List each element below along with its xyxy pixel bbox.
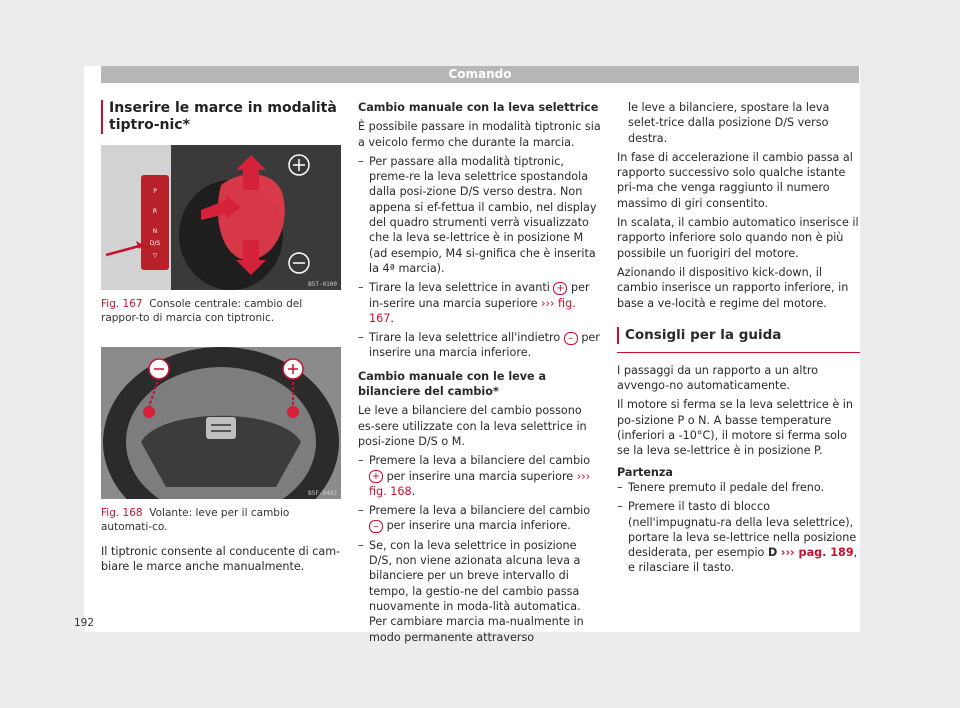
instruction-list <box>617 480 860 576</box>
list-item: – Premere la leva a bilanciere del cambio + per inserire una marcia superiore ››› fig. 168. <box>358 453 601 499</box>
figure-number: Fig. 168 <box>101 507 143 519</box>
figure-code: B5F-0402 <box>308 490 337 497</box>
list-item-text: Premere il tasto di blocco (nell'impugnatu-ra della leva selettrice), portare la leva se-lettrice nella posizione desiderata, per esempio <box>628 500 857 560</box>
figure-caption <box>101 507 341 534</box>
list-item-text: Premere la leva a bilanciere del cambio <box>369 454 591 468</box>
instruction-list <box>358 453 601 645</box>
list-item-text: per in-serire una marcia superiore <box>369 281 590 310</box>
page-number: 192 <box>74 617 95 629</box>
paragraph: I passaggi da un rapporto a un altro avvengo-no automaticamente. <box>617 363 819 393</box>
minus-key-icon: – <box>564 332 578 345</box>
figure-167-image <box>101 145 341 290</box>
list-item-text: Se, con la leva selettrice in posizione D/S, non viene azionata alcuna leva a bilanciere per un breve intervallo di tempo, la gestio-ne del cambio passa nuovamente in moda-lità automatica. Per cambiare marcia ma-nualmente in modo permanente attraverso <box>369 538 584 644</box>
list-item-text: per inserire una marcia inferiore. <box>386 519 571 533</box>
paragraph: È possibile passare in modalità tiptronic sia a veicolo fermo che durante la marcia. <box>358 120 601 149</box>
chapter-header: Comando <box>101 66 859 83</box>
gate-label-down: ▽ <box>152 252 158 259</box>
figure-caption <box>101 298 341 325</box>
figure-code: B5T-0100 <box>308 281 337 288</box>
list-item-text: Tirare la leva selettrice all'indietro <box>369 331 561 345</box>
list-item-text: , e rilasciare il tasto. <box>628 546 858 575</box>
list-item-text: Premere la leva a bilanciere del cambio <box>369 504 591 518</box>
paragraph: In scalata, il cambio automatico inserisce il rapporto inferiore solo quando non è più possibile un fuorigiri del motore. <box>617 216 859 260</box>
list-item <box>358 538 601 645</box>
list-item-text: Per passare alla modalità tiptronic, preme-re la leva selettrice spostandola dalla posi-zione D/S verso destra. Non appena si ef-fettua il cambio, nel display del quadro strumenti verrà visualizzato che la leva se-lettrice è in posizione M (ad esempio, M4 si-gnifica che è inserita la 4ª marcia). <box>369 154 597 275</box>
paragraph: In fase di accelerazione il cambio passa al rapporto successivo solo qualche istante pri-ma che venga raggiunto il numero massimo di giri consentito. <box>617 150 853 210</box>
figure-168-image <box>101 347 341 499</box>
list-item-text: per inserire una marcia superiore <box>386 469 574 483</box>
list-item <box>358 503 601 534</box>
figure-link[interactable]: ››› fig. 167 <box>369 296 576 325</box>
list-item-text: per inserire una marcia inferiore. <box>369 331 600 360</box>
gate-label-r: R <box>152 208 158 215</box>
section-rule <box>617 352 860 353</box>
gear-console-illustration <box>101 145 341 290</box>
list-item-text: Tenere premuto il pedale del freno. <box>628 480 825 494</box>
plus-key-icon: + <box>369 470 383 483</box>
gate-label-p: P <box>153 188 157 195</box>
paragraph: Le leve a bilanciere del cambio possono es-sere utilizzate con la leva selettrice in posi-zione D/S o M. <box>358 404 587 448</box>
list-item: – Tirare la leva selettrice in avanti + per in-serire una marcia superiore ››› fig. 167. <box>358 280 601 326</box>
instruction-list <box>358 154 601 361</box>
paragraph: Azionando il dispositivo kick-down, il cambio inserisce un rapporto inferiore, in base a ve-locità e regime del motore. <box>617 265 849 310</box>
intro-paragraph-wrap <box>101 544 341 579</box>
list-item <box>358 330 601 361</box>
minus-key-icon: – <box>369 520 383 533</box>
figure-167 <box>101 145 341 325</box>
column-right <box>617 100 860 580</box>
gate-label-ds: D/S <box>149 240 161 247</box>
figure-caption-text: Console centrale: cambio del rappor-to di marcia con tiptronic. <box>101 298 303 324</box>
intro-paragraph: Il tiptronic consente al conducente di cam-biare le marce anche manualmente. <box>101 545 341 574</box>
plus-key-icon: + <box>553 282 567 295</box>
figure-168 <box>101 347 341 534</box>
section-title: Consigli per la guida <box>617 327 860 344</box>
page-link[interactable]: ››› pag. 189 <box>780 546 854 560</box>
list-item <box>617 480 860 495</box>
figure-link[interactable]: ››› fig. 168 <box>369 469 591 498</box>
section-heading-wrap <box>617 327 860 353</box>
list-item <box>617 499 860 575</box>
steering-wheel-illustration <box>101 347 341 499</box>
subheading-paddles: Cambio manuale con le leve a bilanciere del cambio* <box>358 369 547 399</box>
column-left <box>101 100 341 149</box>
list-item-text: Tirare la leva selettrice in avanti <box>369 281 550 295</box>
gate-label-n: N <box>152 228 158 235</box>
paragraph-continued: le leve a bilanciere, spostare la leva selet-trice dalla posizione D/S verso destra. <box>628 101 830 145</box>
column-middle <box>358 100 601 649</box>
paragraph: Il motore si ferma se la leva selettrice è in po-sizione P o N. A basse temperature (inferiori a -10°C), il motore si ferma solo se la leva se-lettrice è in posizione P. <box>617 398 853 458</box>
section-title: Inserire le marce in modalità tiptro-nic* <box>101 100 341 134</box>
subheading-selector: Cambio manuale con la leva selettrice <box>358 101 599 114</box>
figure-number: Fig. 167 <box>101 298 143 310</box>
list-item <box>358 154 601 276</box>
figure-caption-text: Volante: leve per il cambio automati-co. <box>101 507 290 533</box>
subheading-start: Partenza <box>617 465 673 479</box>
gear-key: D <box>767 546 778 560</box>
